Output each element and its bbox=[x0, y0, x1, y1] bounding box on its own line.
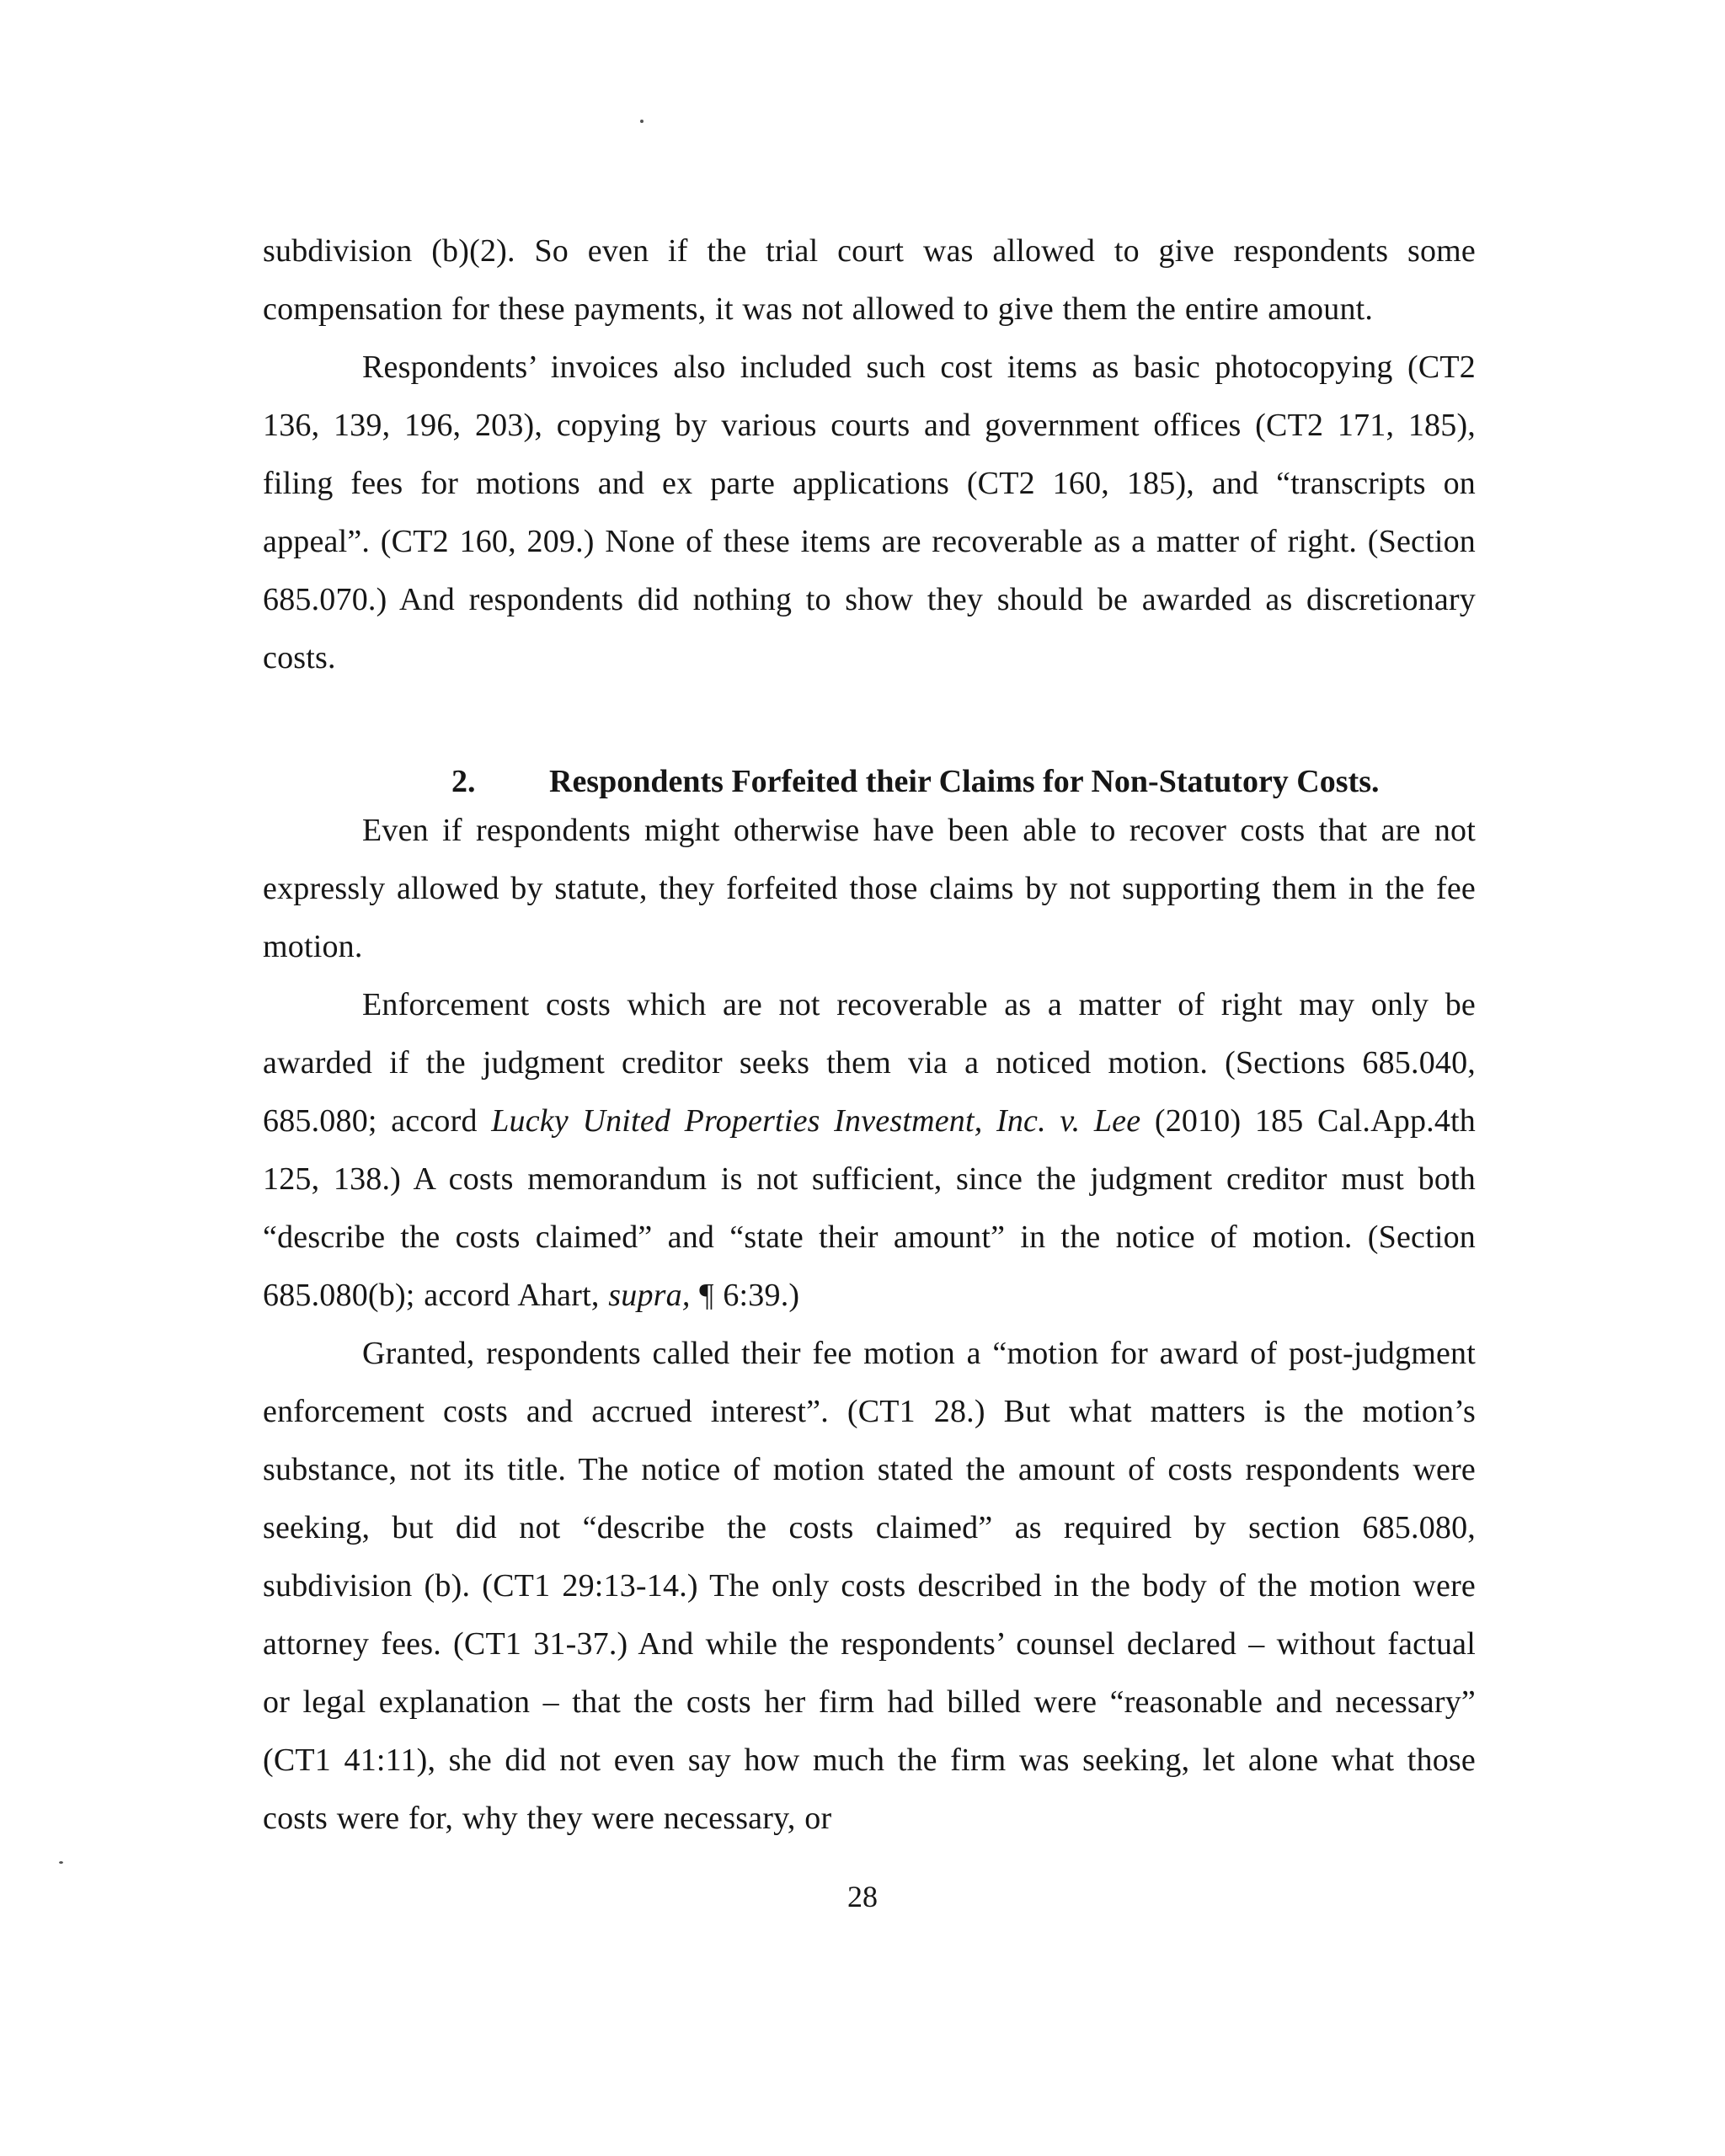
paragraph-forfeit: Even if respondents might otherwise have been able to recover costs that are not expressly allowed by statute, they forfeited those claims by not supporting them in the fee motion. bbox=[263, 813, 1476, 964]
supra-citation: supra, bbox=[608, 1278, 691, 1313]
enforcement-text-part3: ¶ 6:39.) bbox=[690, 1278, 800, 1313]
scan-speck bbox=[640, 120, 644, 123]
case-citation: Lucky United Properties Investment, Inc. v. Lee bbox=[491, 1103, 1141, 1139]
enforcement-text-part1: Enforcement costs which are not recoverable as a matter of right may only be awarded if the judgment creditor seeks them via a noticed motion. (Sections 685.040, 685.080; accord bbox=[263, 987, 1476, 1139]
section-heading bbox=[263, 756, 1476, 807]
body-text-bottom bbox=[263, 802, 1476, 1848]
heading-number: 2. bbox=[451, 764, 476, 799]
paragraph-enforcement bbox=[263, 976, 1476, 1325]
body-text-top bbox=[263, 222, 1476, 687]
page-number: 28 bbox=[847, 1880, 878, 1913]
enforcement-text-part2: (2010) 185 Cal.App.4th 125, 138.) A costs memorandum is not sufficient, since the judgment creditor must both “describe the costs claimed” and “state their amount” in the notice of motion. (Section 685.080(b); accord Ahart, bbox=[263, 1103, 1476, 1313]
paragraph-invoices: Respondents’ invoices also included such cost items as basic photocopying (CT2 136, 139, 196, 203), copying by various courts and government offices (CT2 171, 185), filing fees for motions and ex parte applications (CT2 160, 185), and “transcripts on appeal”. (CT2 160, 209.) None of these items are recoverable as a matter of right. (Section 685.070.) And respondents did nothing to show they should be awarded as discretionary costs. bbox=[263, 350, 1476, 675]
continuation-paragraph: subdivision (b)(2). So even if the trial court was allowed to give respondents some compensation for these payments, it was not allowed to give them the entire amount. bbox=[263, 233, 1476, 327]
scan-speck bbox=[59, 1861, 63, 1864]
heading-title: Respondents Forfeited their Claims for Non-Statutory Costs. bbox=[549, 764, 1380, 799]
paragraph-granted: Granted, respondents called their fee motion a “motion for award of post-judgment enforcement costs and accrued interest”. (CT1 28.) But what matters is the motion’s substance, not its title. The notice of motion stated the amount of costs respondents were seeking, but did not “describe the costs claimed” as required by section 685.080, subdivision (b). (CT1 29:13-14.) The only costs described in the body of the motion were attorney fees. (CT1 31-37.) And while the respondents’ counsel declared – without factual or legal explanation – that the costs her firm had billed were “reasonable and necessary” (CT1 41:11), she did not even say how much the firm was seeking, let alone what those costs were for, why they were necessary, or bbox=[263, 1336, 1476, 1836]
